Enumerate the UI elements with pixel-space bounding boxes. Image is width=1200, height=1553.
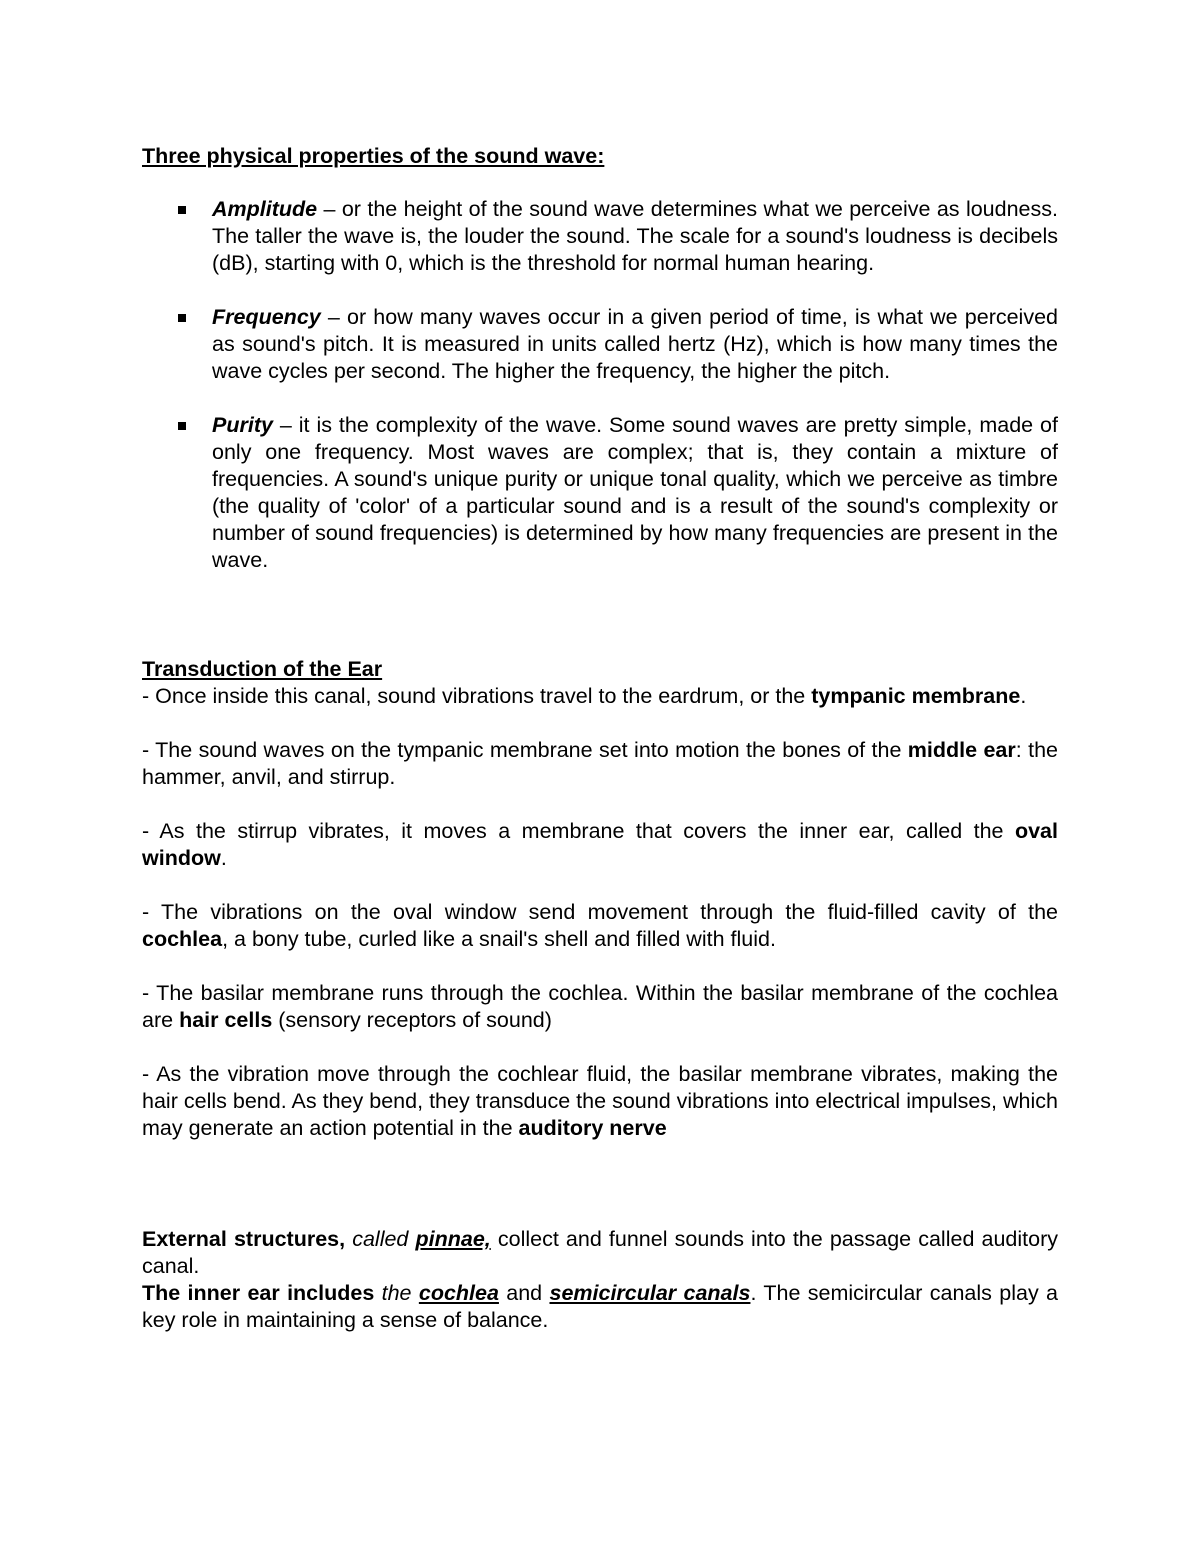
list-item-amplitude — [142, 196, 1058, 277]
paragraph-text: . The semicircular canals play a key role in maintaining a sense of balance. — [142, 1281, 1058, 1332]
frequency-text — [212, 304, 1058, 385]
purity-description: – it is the complexity of the wave. Some sound waves are pretty simple, made of only one frequency. Most waves are complex; that is, they contain a mixture of frequencies. A sound's unique purity or unique tonal quality, which we perceive as timbre (the quality of 'color' of a particular sound and is a result of the sound's complexity or number of sound frequencies) is determined by how many frequencies are present in the wave. — [212, 413, 1058, 572]
key-term-cochlea: cochlea — [418, 1281, 499, 1305]
italic-text: called — [345, 1227, 416, 1251]
paragraph-text: and — [498, 1281, 550, 1305]
paragraph-text: : the hammer, anvil, and stirrup. — [142, 738, 1058, 789]
paragraph-text: - The vibrations on the oval window send movement through the fluid-filled cavity of the — [142, 900, 1058, 924]
term-frequency: Frequency — [212, 305, 321, 329]
transduction-section — [142, 683, 1058, 1169]
key-term: hair cells — [179, 1008, 273, 1032]
key-term-semicircular-canals: semicircular canals — [549, 1281, 751, 1305]
paragraph-text: - The sound waves on the tympanic membrane set into motion the bones of the — [142, 738, 908, 762]
paragraph-text: (sensory receptors of sound) — [272, 1008, 552, 1032]
bold-lead: External structures, — [142, 1227, 346, 1251]
sound-wave-properties-list — [142, 196, 1058, 601]
paragraph-text: . — [1020, 684, 1027, 708]
inner-ear-paragraph — [142, 1280, 1058, 1334]
key-term: cochlea — [142, 927, 223, 951]
paragraph-text: - The basilar membrane runs through the cochlea. Within the basilar membrane of the cochlea are — [142, 981, 1058, 1032]
amplitude-text — [212, 196, 1058, 277]
list-item-purity — [142, 412, 1058, 574]
paragraph-text: - As the stirrup vibrates, it moves a membrane that covers the inner ear, called the — [142, 819, 1015, 843]
transduction-paragraph-6 — [142, 1061, 1058, 1142]
amplitude-description: – or the height of the sound wave determines what we perceive as loudness. The taller the wave is, the louder the sound. The scale for a sound's loudness is decibels (dB), starting with 0, which is the threshold for normal human hearing. — [212, 197, 1058, 275]
external-structures-paragraph — [142, 1226, 1058, 1280]
term-amplitude: Amplitude — [212, 197, 318, 221]
paragraph-text: . — [220, 846, 227, 870]
ear-structures-section — [142, 1226, 1058, 1334]
frequency-description: – or how many waves occur in a given period of time, is what we perceived as sound's pitch. It is measured in units called hertz (Hz), which is how many times the wave cycles per second. The higher the frequency, the higher the pitch. — [212, 305, 1058, 383]
transduction-heading: Transduction of the Ear — [142, 657, 383, 681]
transduction-paragraph-2 — [142, 737, 1058, 791]
paragraph-text: - As the vibration move through the cochlear fluid, the basilar membrane vibrates, making the hair cells bend. As they bend, they transduce the sound vibrations into electrical impulses, which may generate an action potential in the — [142, 1062, 1058, 1140]
sound-wave-heading: Three physical properties of the sound wave: — [142, 144, 605, 168]
list-item-frequency — [142, 304, 1058, 385]
transduction-paragraph-4 — [142, 899, 1058, 953]
transduction-paragraph-3 — [142, 818, 1058, 872]
paragraph-text: - Once inside this canal, sound vibrations travel to the eardrum, or the — [142, 684, 812, 708]
square-bullet-icon — [178, 422, 186, 430]
key-term-pinnae: pinnae, — [415, 1227, 491, 1251]
italic-text: the — [374, 1281, 419, 1305]
term-purity: Purity — [212, 413, 273, 437]
bold-lead: The inner ear includes — [142, 1281, 375, 1305]
purity-text — [212, 412, 1058, 574]
key-term: auditory nerve — [518, 1116, 667, 1140]
key-term: tympanic membrane — [811, 684, 1021, 708]
transduction-paragraph-1 — [142, 683, 1058, 710]
key-term: oval window — [142, 819, 1058, 870]
transduction-paragraph-5 — [142, 980, 1058, 1034]
paragraph-text: , a bony tube, curled like a snail's shell and filled with fluid. — [222, 927, 776, 951]
paragraph-text: collect and funnel sounds into the passage called auditory canal. — [142, 1227, 1059, 1278]
square-bullet-icon — [178, 206, 186, 214]
key-term: middle ear — [907, 738, 1016, 762]
square-bullet-icon — [178, 314, 186, 322]
